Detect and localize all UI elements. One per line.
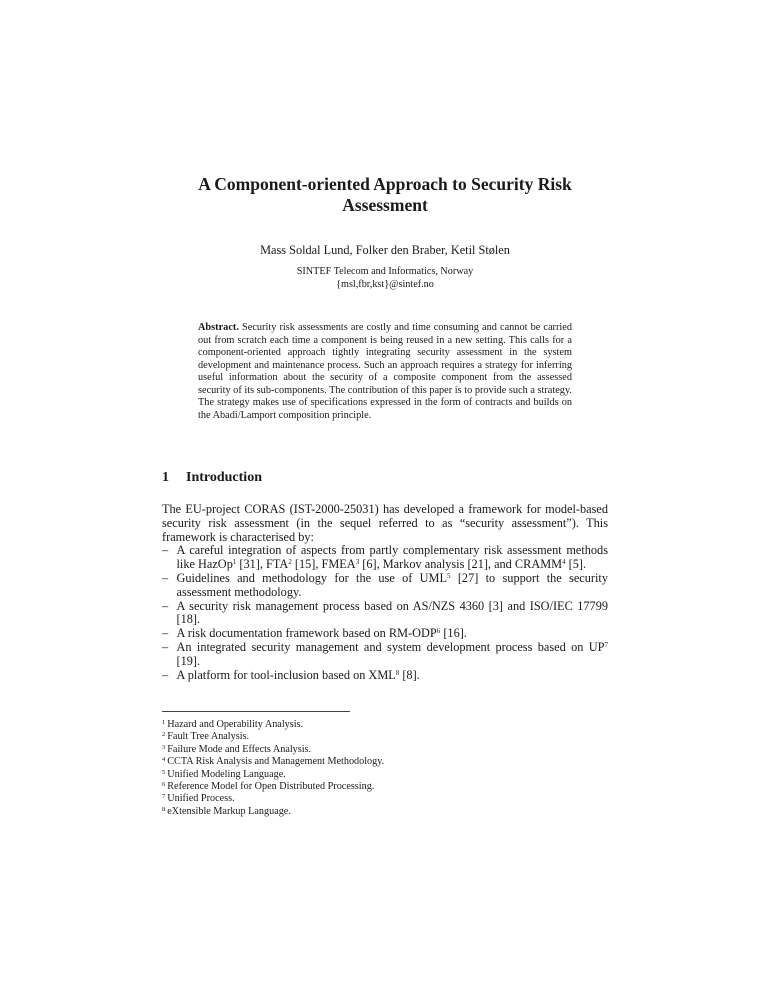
- footnote-marker[interactable]: 2: [288, 558, 292, 567]
- footnote-marker[interactable]: 1: [232, 558, 237, 567]
- footnote: [162, 806, 608, 818]
- section-title: Introduction: [186, 470, 262, 485]
- list-item: [162, 627, 608, 641]
- footnote-number: 3: [162, 743, 166, 751]
- footnote-divider: [162, 711, 350, 712]
- footnote-text: Failure Mode and Effects Analysis.: [167, 743, 312, 755]
- footnote: [162, 756, 608, 768]
- affiliation: SINTEF Telecom and Informatics, Norway: [296, 266, 474, 277]
- footnote: [162, 781, 608, 793]
- footnote: [162, 731, 608, 743]
- list-item-text: [31], FTA: [236, 557, 289, 572]
- list-item: [162, 572, 608, 600]
- footnote-text: Reference Model for Open Distributed Processing.: [167, 781, 375, 793]
- list-item-text: [8].: [399, 667, 420, 682]
- footnote-marker[interactable]: 5: [447, 571, 451, 580]
- footnote-marker[interactable]: 3: [355, 558, 360, 567]
- footnote-text: eXtensible Markup Language.: [167, 805, 291, 817]
- footnote-number: 2: [162, 731, 166, 739]
- list-item: [162, 641, 608, 669]
- dash-bullet-icon: –: [162, 626, 169, 641]
- footnote-marker[interactable]: 6: [436, 627, 441, 636]
- dash-bullet-icon: –: [162, 667, 169, 682]
- abstract-text: Security risk assessments are costly and time consuming and cannot be carried out from scratch each time a component is being reused in a new setting. This calls for a component-oriented approach tightly integrating security assessment in the system development and maintenance process. Such an approach requires a strategy for inferring useful information about the security of a composite component from the assessed security of its sub-components. The contribution of this paper is to provide such a strategy. The strategy makes use of specifications expressed in the form of contracts and builds on the Abadi/Lamport composition principle.: [198, 322, 572, 421]
- dash-bullet-icon: –: [162, 598, 169, 613]
- list-item-text: [15], FMEA: [291, 557, 356, 572]
- list-item: [162, 544, 608, 572]
- footnote: [162, 744, 608, 756]
- author-list: Mass Soldal Lund, Folker den Braber, Ketil Stølen: [260, 243, 510, 257]
- footnote-marker[interactable]: 7: [604, 640, 608, 649]
- list-item-text: [5].: [565, 557, 587, 572]
- feature-list: [162, 544, 608, 682]
- abstract: [198, 322, 572, 422]
- list-item-text: A careful integration of aspects from partly complementary risk assessment methods like HazOp: [176, 543, 608, 572]
- list-item-text: A platform for tool-inclusion based on XML: [176, 667, 396, 682]
- footnote-number: 6: [162, 781, 166, 789]
- intro-paragraph: The EU-project CORAS (IST-2000-25031) has developed a framework for model-based security risk assessment (in the sequel referred to as “security assessment”). This framework is characterised by:: [162, 502, 608, 544]
- footnotes: [162, 719, 608, 818]
- list-item-text: An integrated security management and system development process based on UP: [176, 639, 605, 654]
- footnote-number: 5: [162, 768, 166, 776]
- footnote-number: 4: [162, 756, 166, 764]
- list-item: [162, 600, 608, 628]
- dash-bullet-icon: –: [162, 639, 169, 654]
- email-address: {msl,fbr,kst}@sintef.no: [336, 278, 434, 290]
- abstract-label: Abstract.: [198, 322, 239, 333]
- affiliation-block: [162, 266, 608, 291]
- footnote: [162, 769, 608, 781]
- footnote: [162, 719, 608, 731]
- footnote-number: 8: [162, 805, 166, 813]
- section-body: [162, 503, 608, 682]
- footnote: [162, 793, 608, 805]
- section-heading: [162, 469, 262, 486]
- list-item-text: [16].: [440, 626, 467, 641]
- footnote-number: 1: [162, 719, 166, 726]
- footnote-marker[interactable]: 4: [562, 558, 566, 567]
- footnote-text: Unified Modeling Language.: [167, 768, 286, 780]
- footnote-text: Hazard and Operability Analysis.: [167, 719, 304, 730]
- list-item-text: Guidelines and methodology for the use of UML: [176, 570, 447, 585]
- list-item-text: A risk documentation framework based on RM-ODP: [176, 626, 437, 641]
- section-number: 1: [162, 470, 169, 485]
- footnote-text: Unified Process.: [167, 793, 235, 805]
- title-line-1: A Component-oriented Approach to Security Risk: [198, 174, 572, 194]
- footnote-text: Fault Tree Analysis.: [167, 731, 250, 743]
- dash-bullet-icon: –: [162, 570, 169, 585]
- list-item-text: [19].: [176, 653, 201, 668]
- footnote-text: CCTA Risk Analysis and Management Methodology.: [167, 756, 385, 768]
- paper-title: [162, 174, 608, 216]
- footnote-number: 7: [162, 793, 166, 801]
- title-line-2: Assessment: [342, 195, 428, 215]
- footnote-marker[interactable]: 8: [395, 668, 400, 677]
- list-item-text: [27] to support the security assessment methodology.: [176, 570, 608, 599]
- list-item-text: A security risk management process based on AS/NZS 4360 [3] and ISO/IEC 17799 [18].: [176, 598, 608, 627]
- dash-bullet-icon: –: [162, 543, 169, 558]
- list-item-text: [6], Markov analysis [21], and CRAMM: [359, 557, 563, 572]
- list-item: [162, 669, 608, 683]
